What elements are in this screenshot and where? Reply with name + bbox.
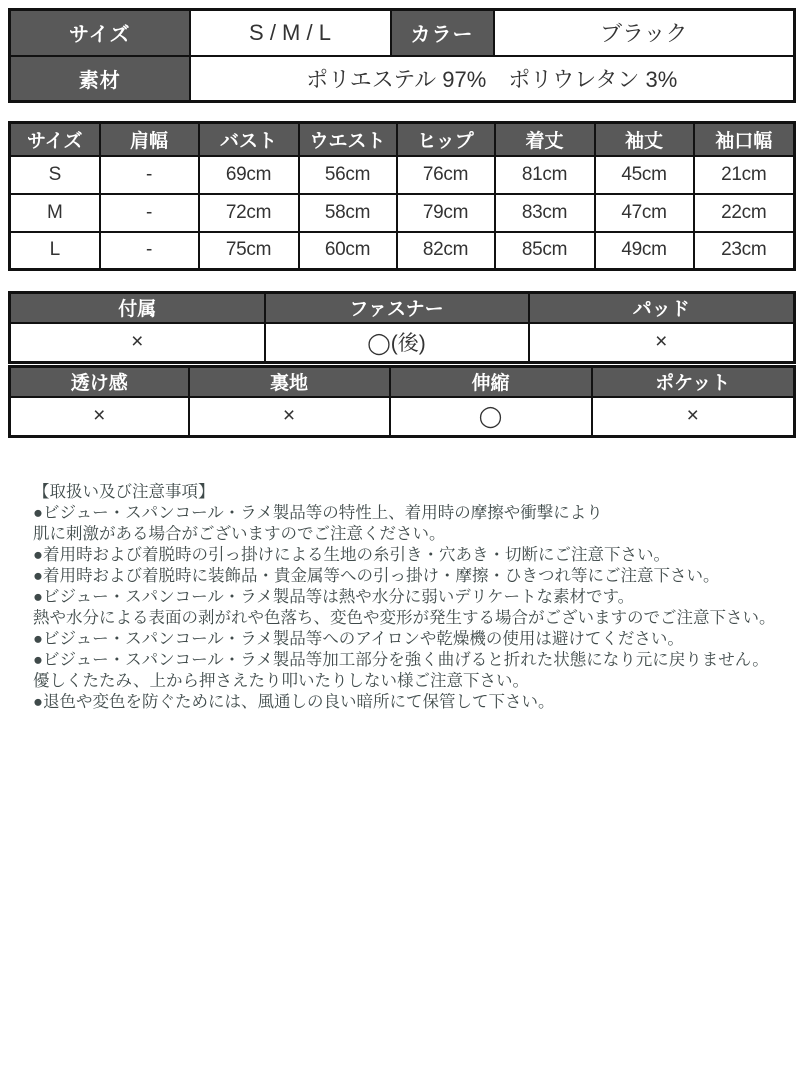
size-color-material-table: [8, 8, 796, 103]
measurement-header-cell: 袖口幅: [694, 123, 795, 156]
spec-row-size-color: [10, 10, 795, 56]
measurement-cell: M: [10, 194, 100, 232]
measurement-cell: 60cm: [299, 232, 397, 270]
feature-header-cell: 付属: [10, 293, 265, 323]
handling-notes: [33, 482, 793, 713]
measurement-header-cell: バスト: [199, 123, 299, 156]
measurement-cell: 69cm: [199, 156, 299, 194]
note-line: ●ビジュー・スパンコール・ラメ製品等加工部分を強く曲げると折れた状態になり元に戻りません。: [33, 651, 769, 669]
measurement-header-cell: サイズ: [10, 123, 100, 156]
measurements-table: [8, 121, 796, 271]
feature-header-cell: ファスナー: [265, 293, 529, 323]
measurement-cell: S: [10, 156, 100, 194]
measurement-cell: 85cm: [495, 232, 595, 270]
feature-value-cell: ×: [529, 323, 795, 363]
measurements-row-m: [10, 194, 795, 232]
measurement-cell: 58cm: [299, 194, 397, 232]
measurement-cell: 47cm: [595, 194, 694, 232]
spec-row-material: [10, 56, 795, 102]
size-value: S / M / L: [190, 10, 391, 56]
color-label: カラー: [391, 10, 494, 56]
feature-value-cell: ◯: [390, 397, 592, 437]
feature-header-cell: 透け感: [10, 367, 189, 397]
note-line: 肌に刺激がある場合がございますのでご注意ください。: [33, 525, 446, 543]
material-label: 素材: [10, 56, 190, 102]
measurement-cell: 49cm: [595, 232, 694, 270]
feature-value-cell: ×: [10, 323, 265, 363]
note-line: ●ビジュー・スパンコール・ラメ製品等の特性上、着用時の摩擦や衝撃により: [33, 504, 603, 522]
measurement-cell: 23cm: [694, 232, 795, 270]
measurement-header-cell: 着丈: [495, 123, 595, 156]
measurement-header-cell: 肩幅: [100, 123, 199, 156]
features1-header-row: [10, 293, 795, 323]
measurement-cell: 21cm: [694, 156, 795, 194]
size-label: サイズ: [10, 10, 190, 56]
feature-header-cell: 伸縮: [390, 367, 592, 397]
material-value: ポリエステル 97% ポリウレタン 3%: [190, 56, 795, 102]
measurement-cell: 82cm: [397, 232, 495, 270]
features1-value-row: [10, 323, 795, 363]
measurements-row-s: [10, 156, 795, 194]
features-table-2: [8, 365, 796, 438]
features2-header-row: [10, 367, 795, 397]
measurement-header-cell: 袖丈: [595, 123, 694, 156]
measurement-cell: -: [100, 232, 199, 270]
note-line: 熱や水分による表面の剥がれや色落ち、変色や変形が発生する場合がございますのでご注意下さい。: [33, 609, 776, 627]
measurement-cell: L: [10, 232, 100, 270]
note-line: ●着用時および着脱時の引っ掛けによる生地の糸引き・穴あき・切断にご注意下さい。: [33, 546, 670, 564]
feature-header-cell: ポケット: [592, 367, 795, 397]
notes-title: 【取扱い及び注意事項】: [33, 483, 215, 501]
features-table-1: [8, 291, 796, 364]
measurements-row-l: [10, 232, 795, 270]
note-line: ●着用時および着脱時に装飾品・貴金属等への引っ掛け・摩擦・ひきつれ等にご注意下さい。: [33, 567, 720, 585]
note-line: ●退色や変色を防ぐためには、風通しの良い暗所にて保管して下さい。: [33, 693, 555, 711]
note-line: ●ビジュー・スパンコール・ラメ製品等へのアイロンや乾燥機の使用は避けてください。: [33, 630, 684, 648]
measurement-cell: 83cm: [495, 194, 595, 232]
feature-value-cell: ×: [189, 397, 390, 437]
features2-value-row: [10, 397, 795, 437]
feature-value-cell: ×: [592, 397, 795, 437]
feature-value-cell: ◯(後): [265, 323, 529, 363]
measurement-cell: 76cm: [397, 156, 495, 194]
color-value: ブラック: [494, 10, 795, 56]
feature-header-cell: パッド: [529, 293, 795, 323]
measurement-cell: -: [100, 156, 199, 194]
note-line: ●ビジュー・スパンコール・ラメ製品等は熱や水分に弱いデリケートな素材です。: [33, 588, 635, 606]
measurement-cell: 81cm: [495, 156, 595, 194]
measurement-cell: 75cm: [199, 232, 299, 270]
measurement-cell: 79cm: [397, 194, 495, 232]
measurement-header-cell: ウエスト: [299, 123, 397, 156]
measurement-cell: -: [100, 194, 199, 232]
measurement-header-cell: ヒップ: [397, 123, 495, 156]
feature-value-cell: ×: [10, 397, 189, 437]
measurements-header-row: [10, 123, 795, 156]
measurement-cell: 56cm: [299, 156, 397, 194]
measurement-cell: 22cm: [694, 194, 795, 232]
feature-header-cell: 裏地: [189, 367, 390, 397]
note-line: 優しくたたみ、上から押さえたり叩いたりしない様ご注意下さい。: [33, 672, 529, 690]
measurement-cell: 45cm: [595, 156, 694, 194]
measurement-cell: 72cm: [199, 194, 299, 232]
